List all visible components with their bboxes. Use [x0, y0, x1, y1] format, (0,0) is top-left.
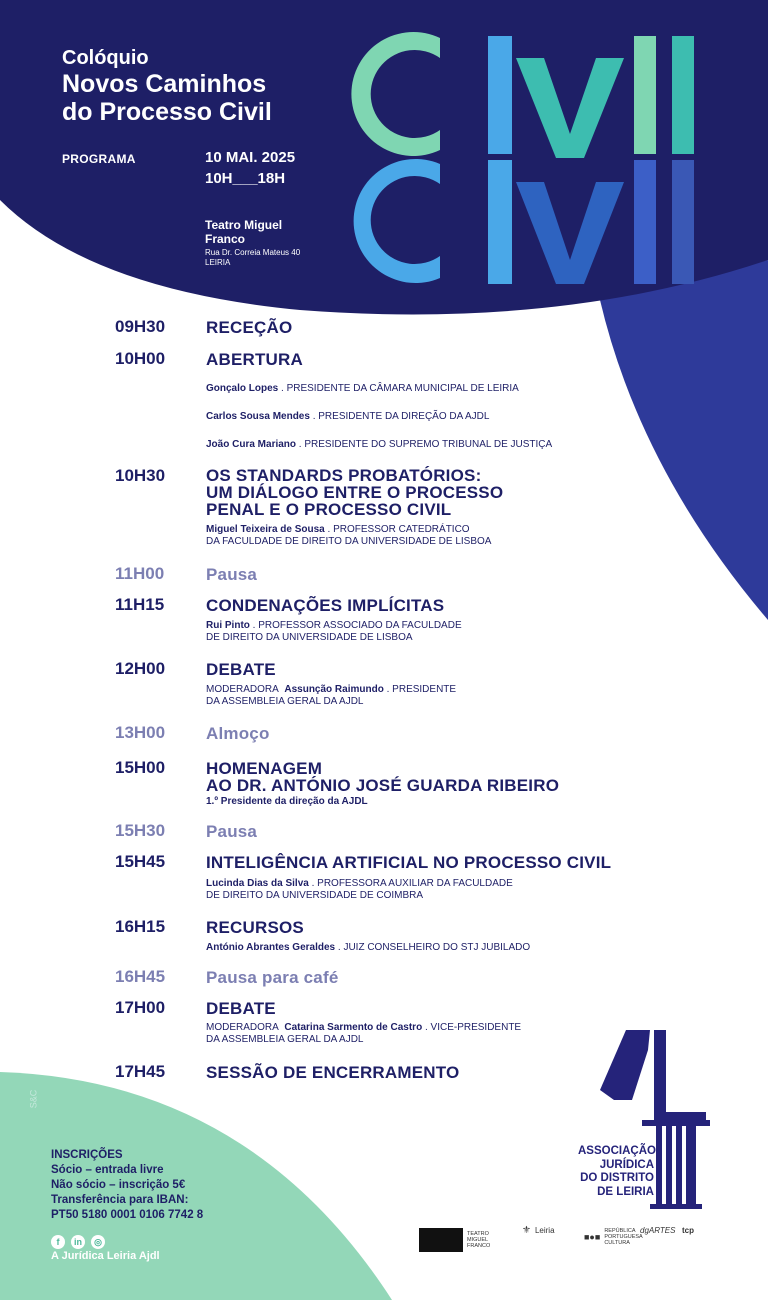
big-letter-l-top — [672, 36, 694, 154]
schedule-title-line: OS STANDARDS PROBATÓRIOS: — [206, 466, 482, 485]
speaker-role: JUIZ CONSELHEIRO DO STJ JUBILADO — [343, 942, 531, 953]
facebook-icon[interactable]: f — [51, 1235, 65, 1249]
registration-transfer: Transferência para IBAN: — [51, 1194, 189, 1206]
schedule-title-line: AO DR. ANTÓNIO JOSÉ GUARDA RIBEIRO — [206, 776, 560, 795]
sponsor-label: TEATRO MIGUEL FRANCO — [467, 1231, 491, 1249]
event-title-line2: do Processo Civil — [62, 98, 272, 126]
speaker: João Cura Mariano . PRESIDENTE DO SUPREMO TRIBUNAL DE JUSTIÇA — [206, 439, 553, 450]
speaker: Gonçalo Lopes . PRESIDENTE DA CÂMARA MUNICIPAL DE LEIRIA — [206, 383, 519, 394]
designer-credit: S&C — [28, 1089, 39, 1109]
registration-info — [51, 1148, 203, 1223]
speaker-role: PROFESSOR ASSOCIADO DA FACULDADE — [258, 620, 462, 631]
event-type: Colóquio — [62, 47, 149, 69]
schedule-time: 10H30 — [115, 466, 166, 485]
schedule-time: 15H30 — [115, 821, 166, 840]
registration-member: Sócio – entrada livre — [51, 1164, 164, 1176]
big-letter-l-bottom — [672, 160, 694, 284]
event-title-line1: Novos Caminhos — [62, 70, 267, 98]
schedule-title-line: UM DIÁLOGO ENTRE O PROCESSO — [206, 483, 504, 502]
schedule-title: CONDENAÇÕES IMPLÍCITAS — [206, 596, 445, 615]
programa-label: PROGRAMA — [62, 152, 136, 166]
republica-mark-icon: ■●■ — [584, 1232, 601, 1242]
big-letter-i2-bottom — [634, 160, 656, 284]
schedule-title: INTELIGÊNCIA ARTIFICIAL NO PROCESSO CIVIL — [206, 853, 612, 872]
organizer-line: JURÍDICA — [599, 1158, 654, 1171]
speaker: Miguel Teixeira de Sousa . PROFESSOR CATEDRÁTICO DA FACULDADE DE DIREITO DA UNIVERSIDADE DE LISBOA — [206, 524, 492, 547]
schedule-title: RECURSOS — [206, 918, 304, 937]
speaker-role: PRESIDENTE DO SUPREMO TRIBUNAL DE JUSTIÇA — [304, 439, 553, 450]
schedule-title-line: HOMENAGEM — [206, 759, 323, 778]
schedule-time: 10H00 — [115, 349, 166, 368]
schedule-time: 15H45 — [115, 852, 166, 871]
venue-address — [205, 248, 345, 268]
speaker-name: Miguel Teixeira de Sousa — [206, 524, 325, 535]
speaker-name: Carlos Sousa Mendes — [206, 411, 310, 422]
schedule-time: 16H15 — [115, 917, 166, 936]
schedule-subtitle: 1.º Presidente da direção da AJDL — [206, 796, 368, 807]
schedule-title: Almoço — [206, 724, 270, 743]
big-letter-i-top — [488, 36, 512, 154]
schedule-title: Pausa para café — [206, 968, 339, 987]
schedule-title — [206, 760, 559, 794]
speaker-role: VICE-PRESIDENTE — [430, 1022, 522, 1033]
registration-iban: PT50 5180 0001 0106 7742 8 — [51, 1209, 204, 1221]
speaker-role: DA FACULDADE DE DIREITO DA UNIVERSIDADE DE LISBOA — [206, 536, 492, 547]
venue-name-line1: Teatro Miguel — [205, 218, 283, 232]
venue-address-line2: LEIRIA — [205, 258, 231, 267]
venue-address-line1: Rua Dr. Correia Mateus 40 — [205, 248, 301, 257]
schedule-time: 13H00 — [115, 723, 166, 742]
speaker-name: Assunção Raimundo — [284, 684, 384, 695]
social-handle: A Jurídica Leiria Ajdl — [51, 1250, 160, 1262]
organizer-line: ASSOCIAÇÃO — [578, 1145, 656, 1157]
event-date: 10 MAI. 2025 — [205, 149, 296, 166]
speaker: MODERADORA Assunção Raimundo . PRESIDENTE DA ASSEMBLEIA GERAL DA AJDL — [206, 684, 457, 707]
schedule-title-line: PENAL E O PROCESSO CIVIL — [206, 500, 452, 519]
sponsor-leiria — [522, 1225, 555, 1236]
sponsor-label: REPÚBLICA PORTUGUESA CULTURA — [604, 1228, 643, 1246]
schedule-time: 11H15 — [115, 595, 165, 614]
schedule-time: 17H00 — [115, 998, 166, 1017]
organizer-name — [578, 1145, 654, 1199]
speaker-name: Catarina Sarmento de Castro — [284, 1022, 423, 1033]
speaker-role: PROFESSORA AUXILIAR DA FACULDADE — [317, 878, 513, 889]
social-icons — [51, 1235, 105, 1249]
sponsor-tcp — [682, 1228, 694, 1234]
schedule-title — [206, 467, 503, 518]
blue-sweep-shape — [600, 260, 768, 620]
schedule-time: 16H45 — [115, 967, 166, 986]
linkedin-icon[interactable]: in — [71, 1235, 85, 1249]
teatro-logo-block — [419, 1228, 463, 1252]
schedule-title: DEBATE — [206, 999, 276, 1018]
schedule-time: 11H00 — [115, 564, 165, 583]
speaker: António Abrantes Geraldes . JUIZ CONSELHEIRO DO STJ JUBILADO — [206, 942, 531, 953]
schedule-title: ABERTURA — [206, 350, 303, 369]
schedule-title: Pausa — [206, 822, 258, 841]
venue-name-line2: Franco — [205, 232, 246, 246]
speaker-name: João Cura Mariano — [206, 439, 297, 450]
speaker-role: PRESIDENTE — [392, 684, 457, 695]
schedule-time: 09H30 — [115, 317, 166, 336]
speaker-name: Lucinda Dias da Silva — [206, 878, 309, 889]
speaker-role: DE DIREITO DA UNIVERSIDADE DE LISBOA — [206, 632, 413, 643]
speaker-name: Rui Pinto — [206, 620, 250, 631]
schedule-time: 17H45 — [115, 1062, 166, 1081]
speaker: Carlos Sousa Mendes . PRESIDENTE DA DIREÇÃO DA AJDL — [206, 411, 490, 422]
speaker: Rui Pinto . PROFESSOR ASSOCIADO DA FACULDADE DE DIREITO DA UNIVERSIDADE DE LISBOA — [206, 620, 462, 643]
schedule-title: DEBATE — [206, 660, 276, 679]
speaker-role: DA ASSEMBLEIA GERAL DA AJDL — [206, 1034, 364, 1045]
sponsor-dgartes — [640, 1228, 675, 1234]
schedule-title: SESSÃO DE ENCERRAMENTO — [206, 1063, 460, 1082]
speaker-name: António Abrantes Geraldes — [206, 942, 336, 953]
schedule-time: 12H00 — [115, 659, 166, 678]
speaker-role: PRESIDENTE DA DIREÇÃO DA AJDL — [318, 411, 490, 422]
schedule-title: Pausa — [206, 565, 258, 584]
big-letter-i2-top — [634, 36, 656, 154]
speaker-role: DA ASSEMBLEIA GERAL DA AJDL — [206, 696, 364, 707]
event-title — [62, 70, 362, 126]
sponsor-teatro — [419, 1228, 507, 1252]
speaker-role: DE DIREITO DA UNIVERSIDADE DE COIMBRA — [206, 890, 424, 901]
registration-heading: INSCRIÇÕES — [51, 1149, 123, 1161]
speaker-name: Gonçalo Lopes — [206, 383, 279, 394]
registration-non-member: Não sócio – inscrição 5€ — [51, 1179, 186, 1191]
instagram-icon[interactable]: ◎ — [91, 1235, 105, 1249]
speaker: MODERADORA Catarina Sarmento de Castro . VICE-PRESIDENTE DA ASSEMBLEIA GERAL DA AJDL — [206, 1022, 522, 1045]
big-letter-i-bottom — [488, 160, 512, 284]
speaker-prefix: MODERADORA — [206, 1022, 279, 1033]
organizer-line: DO DISTRITO — [580, 1172, 654, 1184]
schedule-time: 15H00 — [115, 758, 166, 777]
venue-name — [205, 218, 325, 246]
leiria-emblem-icon: ⚜ — [522, 1225, 531, 1236]
sponsor-label: tcp — [682, 1226, 694, 1235]
speaker-role: PROFESSOR CATEDRÁTICO — [333, 524, 470, 535]
organizer-line: DE LEIRIA — [597, 1185, 654, 1198]
speaker-prefix: MODERADORA — [206, 684, 279, 695]
event-hours: 10H___18H — [205, 170, 286, 187]
sponsor-label: dgARTES — [640, 1226, 676, 1235]
speaker-role: PRESIDENTE DA CÂMARA MUNICIPAL DE LEIRIA — [286, 383, 519, 394]
sponsor-label: Leiria — [534, 1226, 555, 1235]
speaker: Lucinda Dias da Silva . PROFESSORA AUXILIAR DA FACULDADE DE DIREITO DA UNIVERSIDADE DE COIMBRA — [206, 878, 513, 901]
schedule-title: RECEÇÃO — [206, 318, 293, 337]
sponsor-republica — [584, 1228, 643, 1246]
